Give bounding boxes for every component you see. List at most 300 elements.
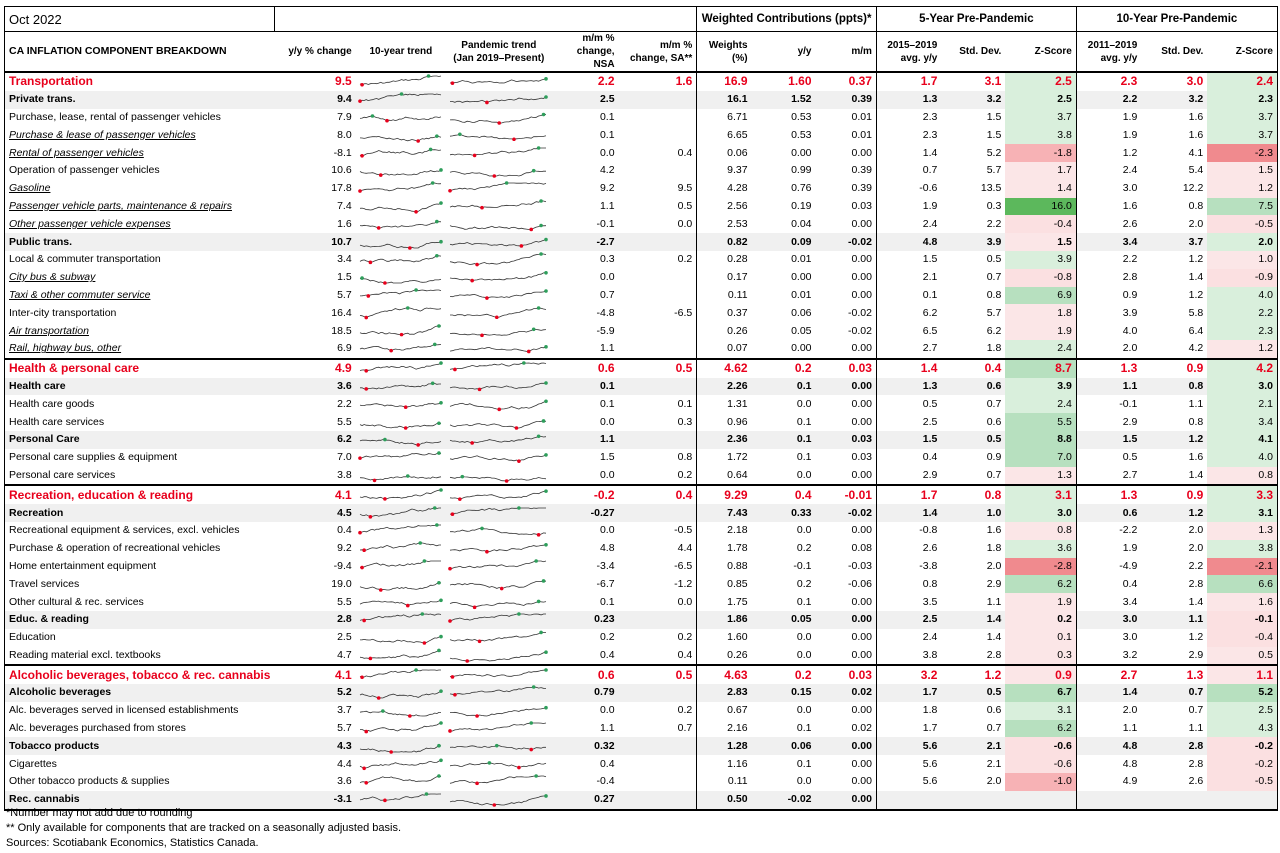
spark-high-marker: [532, 327, 536, 331]
s5-cell: 1.0: [941, 504, 1005, 522]
spark-high-marker: [437, 324, 441, 328]
s10-cell: 0.8: [1141, 378, 1207, 396]
z5-cell: 1.5: [1005, 233, 1076, 251]
wyy-cell: 0.00: [791, 271, 812, 284]
spark-high-marker: [495, 744, 499, 748]
spark-high-marker: [437, 744, 441, 748]
wmm-cell: 0.39: [816, 91, 877, 109]
z10-cell: -0.1: [1207, 611, 1277, 629]
yy-cell: 19.0: [331, 577, 352, 590]
mm-sa-cell: 9.5: [677, 182, 693, 195]
pandemic-trend-sparkline: [446, 180, 552, 198]
yy-cell: 6.2: [275, 431, 356, 449]
s10-cell: 1.4: [1188, 271, 1204, 284]
spark-high-marker: [420, 612, 424, 616]
wmm-cell: 0.00: [851, 524, 872, 537]
mm-sa-cell: 0.1: [677, 397, 693, 410]
component-name: Health care services: [5, 413, 275, 431]
yy-cell: 2.2: [337, 397, 352, 410]
w-cell: 6.65: [697, 126, 752, 144]
w-cell: 16.9: [697, 72, 752, 91]
s10-cell: 3.0: [1141, 72, 1207, 91]
w-cell: 9.29: [697, 485, 752, 504]
spark-high-marker: [532, 686, 536, 690]
spark-high-marker: [544, 77, 548, 81]
spark-low-marker: [399, 332, 403, 336]
spark-low-marker: [368, 515, 372, 519]
a5-cell: 1.8: [876, 702, 941, 720]
mm-sa-cell: 0.2: [677, 468, 693, 481]
z10-cell: 1.3: [1207, 522, 1277, 540]
z10-cell: -0.5: [1207, 773, 1277, 791]
spark-high-marker: [435, 134, 439, 138]
w-cell: 0.06: [697, 144, 752, 162]
spark-low-marker: [448, 189, 452, 193]
a10-cell: 1.1: [1076, 378, 1141, 396]
spark-low-marker: [453, 368, 457, 372]
z10-cell: 2.1: [1207, 395, 1277, 413]
spark-high-marker: [544, 345, 548, 349]
spark-high-marker: [532, 169, 536, 173]
spark-high-marker: [435, 220, 439, 224]
spark-high-marker: [439, 635, 443, 639]
spark-low-marker: [470, 279, 474, 283]
pandemic-trend-sparkline: [446, 755, 552, 773]
component-name: City bus & subway: [5, 269, 275, 287]
mm-nsa-cell: -4.8: [596, 306, 615, 319]
s10-cell: 0.8: [1188, 199, 1204, 212]
a10-cell: 4.8: [1076, 737, 1141, 755]
mm-nsa-cell: 0.0: [599, 146, 615, 159]
wmm-cell: 0.00: [816, 611, 877, 629]
mm-nsa-cell: -6.7: [596, 577, 615, 590]
column-header-row: [5, 32, 1278, 73]
spark-low-marker: [448, 729, 452, 733]
yy-cell: 1.6: [337, 217, 352, 230]
a10-cell: 1.6: [1076, 198, 1141, 216]
mm-sa-cell: [619, 737, 697, 755]
a10-cell: -4.9: [1076, 558, 1141, 576]
spark-low-marker: [500, 586, 504, 590]
component-name: Recreational equipment & services, excl. vehicles: [5, 522, 275, 540]
spark-high-marker: [424, 792, 428, 796]
mm-sa-cell: 4.4: [677, 542, 693, 555]
spark-low-marker: [497, 407, 501, 411]
z10-cell: 2.4: [1207, 72, 1277, 91]
spark-low-marker: [364, 730, 368, 734]
spark-low-marker: [389, 750, 393, 754]
wmm-cell: 0.00: [851, 397, 872, 410]
spark-high-marker: [439, 721, 443, 725]
yy-cell: 4.9: [275, 359, 356, 378]
spark-low-marker: [512, 137, 516, 141]
mm-sa-cell: 0.4: [677, 146, 693, 159]
pandemic-trend-sparkline: [446, 322, 552, 340]
z5-cell: 3.9: [1005, 378, 1076, 396]
component-name: Transportation: [5, 72, 275, 91]
spark-low-marker: [364, 781, 368, 785]
mm-sa-cell: 0.5: [619, 665, 697, 684]
yy-cell: 7.4: [337, 199, 352, 212]
ten-year-trend-sparkline: [356, 431, 446, 449]
mm-nsa-cell: 0.1: [599, 110, 615, 123]
mm-sa-cell: [619, 233, 697, 251]
spark-high-marker: [537, 435, 541, 439]
z10-cell: 4.3: [1207, 720, 1277, 738]
mm-sa-cell: [619, 755, 697, 773]
z10-cell: 1.2: [1207, 180, 1277, 198]
mm-sa-cell: [619, 269, 697, 287]
component-name: Other cultural & rec. services: [5, 593, 275, 611]
col-component: CA INFLATION COMPONENT BREAKDOWN: [5, 32, 275, 73]
z5-cell: 6.2: [1005, 575, 1076, 593]
spark-high-marker: [439, 758, 443, 762]
ten-year-trend-sparkline: [356, 215, 446, 233]
wyy-cell: 0.19: [791, 199, 812, 212]
spark-low-marker: [470, 441, 474, 445]
spark-high-marker: [534, 775, 538, 779]
a10-cell: 2.2: [1076, 251, 1141, 269]
spark-low-marker: [493, 803, 497, 807]
spark-low-marker: [480, 333, 484, 337]
component-name: Public trans.: [5, 233, 275, 251]
s5-cell: 1.5: [986, 110, 1002, 123]
pandemic-trend-sparkline: [446, 684, 552, 702]
spark-low-marker: [451, 82, 455, 86]
table-row: [5, 109, 1278, 127]
table-row: [5, 593, 1278, 611]
component-name: Alcoholic beverages, tobacco & rec. cannabis: [5, 665, 275, 684]
component-name: Rental of passenger vehicles: [5, 144, 275, 162]
yy-cell: -3.1: [275, 791, 356, 810]
s5-cell: 0.9: [986, 451, 1002, 464]
inflation-table: [4, 6, 1278, 811]
z5-cell: -0.8: [1005, 269, 1076, 287]
mm-nsa-cell: 1.1: [599, 722, 615, 735]
pandemic-trend-sparkline: [446, 647, 552, 666]
component-name: Personal Care: [5, 431, 275, 449]
z10-cell: [1207, 791, 1277, 810]
spark-low-marker: [364, 369, 368, 373]
a5-cell: 6.5: [876, 322, 941, 340]
a10-cell: 3.9: [1076, 304, 1141, 322]
s5-cell: 13.5: [980, 182, 1002, 195]
col-mm-nsa: m/m % change, NSA: [552, 32, 619, 73]
z5-cell: [1005, 791, 1076, 810]
ten-year-trend-sparkline: [356, 340, 446, 359]
w-cell: 16.1: [697, 91, 752, 109]
component-name: Other passenger vehicle expenses: [5, 215, 275, 233]
s5-cell: 0.7: [986, 271, 1002, 284]
mm-nsa-cell: 0.0: [599, 704, 615, 717]
wyy-cell: 0.53: [791, 110, 812, 123]
ten-year-trend-sparkline: [356, 251, 446, 269]
spark-low-marker: [475, 263, 479, 267]
spark-low-marker: [485, 550, 489, 554]
spark-high-marker: [542, 113, 546, 117]
s5-cell: 3.1: [941, 72, 1005, 91]
wmm-cell: 0.08: [851, 542, 872, 555]
ten-year-trend-sparkline: [356, 91, 446, 109]
pandemic-trend-sparkline: [446, 593, 552, 611]
spark-high-marker: [437, 421, 441, 425]
mm-nsa-cell: 0.0: [599, 524, 615, 537]
mm-sa-cell: [619, 162, 697, 180]
subcategory-row: [5, 378, 1278, 396]
mm-sa-cell: -6.5: [674, 559, 693, 572]
spark-high-marker: [433, 343, 437, 347]
spark-low-marker: [458, 497, 462, 501]
w-cell: 4.62: [697, 359, 752, 378]
table-row: [5, 702, 1278, 720]
s5-cell: 6.2: [986, 324, 1002, 337]
s5-cell: 1.1: [986, 595, 1002, 608]
yy-cell: 5.5: [337, 415, 352, 428]
w-cell: 1.75: [697, 593, 752, 611]
spark-high-marker: [381, 709, 385, 713]
z5-cell: 1.8: [1005, 304, 1076, 322]
s10-cell: 2.8: [1141, 737, 1207, 755]
spark-high-marker: [370, 114, 374, 118]
a10-cell: 2.0: [1076, 340, 1141, 359]
ten-year-trend-sparkline: [356, 485, 446, 504]
s5-cell: 0.7: [986, 468, 1002, 481]
component-name: Alc. beverages served in licensed establishments: [5, 702, 275, 720]
s10-cell: 1.6: [1188, 128, 1204, 141]
spark-low-marker: [475, 782, 479, 786]
z5-cell: 2.4: [1005, 340, 1076, 359]
z10-cell: 2.0: [1207, 233, 1277, 251]
z5-cell: -0.4: [1005, 215, 1076, 233]
table-row: [5, 144, 1278, 162]
ten-year-trend-sparkline: [356, 322, 446, 340]
z10-cell: 3.7: [1207, 109, 1277, 127]
pandemic-trend-sparkline: [446, 91, 552, 109]
a10-cell: 4.9: [1076, 773, 1141, 791]
mm-sa-cell: 0.4: [677, 648, 693, 661]
spark-high-marker: [544, 237, 548, 241]
subcategory-row: [5, 504, 1278, 522]
pandemic-trend-sparkline: [446, 522, 552, 540]
wyy-cell: 1.52: [752, 91, 816, 109]
yy-cell: 4.1: [275, 485, 356, 504]
s10-cell: 1.4: [1188, 468, 1204, 481]
component-name: Taxi & other commuter service: [5, 287, 275, 305]
z10-cell: -0.5: [1207, 215, 1277, 233]
table-row: [5, 467, 1278, 486]
z10-cell: 4.1: [1207, 431, 1277, 449]
spark-low-marker: [408, 714, 412, 718]
pandemic-trend-sparkline: [446, 72, 552, 91]
pandemic-trend-sparkline: [446, 558, 552, 576]
ten-year-trend-sparkline: [356, 540, 446, 558]
yy-cell: 3.7: [337, 704, 352, 717]
component-name: Purchase & operation of recreational vehicles: [5, 540, 275, 558]
mm-nsa-cell: 0.4: [599, 648, 615, 661]
spark-high-marker: [542, 419, 546, 423]
wyy-cell: 0.00: [791, 342, 812, 355]
table-row: [5, 647, 1278, 666]
pandemic-trend-sparkline: [446, 665, 552, 684]
pandemic-trend-sparkline: [446, 287, 552, 305]
subcategory-row: [5, 737, 1278, 755]
s10-cell: 2.9: [1188, 648, 1204, 661]
group-header-five-year: 5-Year Pre-Pandemic: [876, 7, 1076, 32]
spark-high-marker: [439, 690, 443, 694]
mm-sa-cell: 0.2: [677, 253, 693, 266]
a10-cell: 2.4: [1076, 162, 1141, 180]
spark-low-marker: [358, 531, 362, 535]
yy-cell: 7.9: [337, 110, 352, 123]
wmm-cell: 0.03: [851, 199, 872, 212]
ten-year-trend-sparkline: [356, 755, 446, 773]
s10-cell: [1141, 791, 1207, 810]
z10-cell: -2.3: [1207, 144, 1277, 162]
s10-cell: 4.2: [1188, 342, 1204, 355]
spark-high-marker: [544, 650, 548, 654]
wmm-cell: 0.00: [851, 775, 872, 788]
z5-cell: -0.6: [1005, 755, 1076, 773]
yy-cell: 10.6: [331, 164, 352, 177]
wmm-cell: -0.01: [816, 485, 877, 504]
mm-nsa-cell: -0.4: [596, 775, 615, 788]
component-name: Purchase, lease, rental of passenger vehicles: [5, 109, 275, 127]
col-trend10: 10-year trend: [356, 32, 446, 73]
mm-nsa-cell: 0.0: [599, 415, 615, 428]
col-avg10: 2011–2019 avg. y/y: [1076, 32, 1141, 73]
mm-sa-cell: 0.4: [619, 485, 697, 504]
mm-nsa-cell: 0.0: [599, 468, 615, 481]
spark-high-marker: [458, 132, 462, 136]
s5-cell: 0.7: [986, 397, 1002, 410]
mm-nsa-cell: 0.1: [599, 397, 615, 410]
table-row: [5, 413, 1278, 431]
z10-cell: 1.0: [1207, 251, 1277, 269]
component-name: Personal care services: [5, 467, 275, 486]
z5-cell: 3.8: [1005, 126, 1076, 144]
wyy-cell: 0.4: [752, 485, 816, 504]
a5-cell: 4.8: [876, 233, 941, 251]
mm-nsa-cell: 0.7: [599, 288, 615, 301]
a5-cell: -3.8: [876, 558, 941, 576]
z10-cell: 3.3: [1207, 485, 1277, 504]
a10-cell: 1.3: [1076, 485, 1141, 504]
spark-low-marker: [529, 227, 533, 231]
ten-year-trend-sparkline: [356, 198, 446, 216]
s5-cell: 2.0: [986, 559, 1002, 572]
w-cell: 4.63: [697, 665, 752, 684]
spark-low-marker: [372, 479, 376, 483]
spark-high-marker: [539, 631, 543, 635]
wmm-cell: -0.02: [847, 306, 872, 319]
spark-low-marker: [404, 405, 408, 409]
w-cell: 1.60: [697, 629, 752, 647]
yy-cell: 9.2: [337, 542, 352, 555]
wmm-cell: 0.00: [851, 631, 872, 644]
a5-cell: 1.3: [876, 378, 941, 396]
ten-year-trend-sparkline: [356, 629, 446, 647]
pandemic-trend-sparkline: [446, 215, 552, 233]
wyy-cell: 0.0: [796, 704, 812, 717]
mm-sa-cell: [619, 504, 697, 522]
mm-nsa-cell: 1.1: [599, 342, 615, 355]
spark-high-marker: [539, 199, 543, 203]
mm-nsa-cell: 2.2: [552, 72, 619, 91]
w-cell: 1.72: [697, 449, 752, 467]
yy-cell: 5.7: [337, 722, 352, 735]
spark-low-marker: [475, 714, 479, 718]
mm-sa-cell: [619, 684, 697, 702]
s5-cell: 5.2: [986, 146, 1002, 159]
spark-high-marker: [542, 579, 546, 583]
pandemic-trend-sparkline: [446, 504, 552, 522]
pandemic-trend-sparkline: [446, 467, 552, 486]
wmm-cell: 0.00: [851, 415, 872, 428]
spark-low-marker: [505, 479, 509, 483]
spark-high-marker: [544, 668, 548, 672]
s5-cell: 0.5: [941, 431, 1005, 449]
z10-cell: 3.1: [1207, 504, 1277, 522]
a10-cell: 1.3: [1076, 359, 1141, 378]
s5-cell: 0.7: [986, 722, 1002, 735]
a5-cell: 2.4: [876, 215, 941, 233]
a10-cell: 1.9: [1076, 540, 1141, 558]
pandemic-trend-sparkline: [446, 359, 552, 378]
a5-cell: 2.4: [876, 629, 941, 647]
wyy-cell: 0.05: [791, 324, 812, 337]
mm-sa-cell: [619, 126, 697, 144]
table-row: [5, 575, 1278, 593]
w-cell: 0.07: [697, 340, 752, 359]
mm-nsa-cell: 0.79: [552, 684, 619, 702]
yy-cell: -9.4: [333, 559, 352, 572]
table-row: [5, 755, 1278, 773]
category-row: [5, 485, 1278, 504]
spark-low-marker: [360, 675, 364, 679]
mm-nsa-cell: 0.23: [552, 611, 619, 629]
component-name: Gasoline: [5, 180, 275, 198]
spark-low-marker: [377, 226, 381, 230]
group-header-row: [5, 7, 1278, 32]
pandemic-trend-sparkline: [446, 198, 552, 216]
z5-cell: 3.1: [1005, 485, 1076, 504]
s10-cell: 0.9: [1141, 359, 1207, 378]
footnote-rounding: *Number may not add due to rounding: [6, 807, 193, 819]
ten-year-trend-sparkline: [356, 467, 446, 486]
pandemic-trend-sparkline: [446, 233, 552, 251]
s10-cell: 1.1: [1188, 397, 1204, 410]
spark-low-marker: [383, 497, 387, 501]
wmm-cell: 0.03: [816, 431, 877, 449]
col-avg5: 2015–2019 avg. y/y: [876, 32, 941, 73]
spark-high-marker: [505, 181, 509, 185]
ten-year-trend-sparkline: [356, 611, 446, 629]
z5-cell: 2.5: [1005, 72, 1076, 91]
spark-high-marker: [544, 794, 548, 798]
spark-high-marker: [439, 201, 443, 205]
mm-sa-cell: 0.2: [677, 631, 693, 644]
wmm-cell: 0.03: [816, 359, 877, 378]
mm-nsa-cell: -5.9: [596, 324, 615, 337]
s10-cell: 0.7: [1141, 684, 1207, 702]
wyy-cell: -0.1: [793, 559, 812, 572]
mm-sa-cell: 1.6: [619, 72, 697, 91]
mm-sa-cell: [619, 91, 697, 109]
wyy-cell: 0.0: [796, 397, 812, 410]
ten-year-trend-sparkline: [356, 558, 446, 576]
yy-cell: 1.5: [337, 271, 352, 284]
wmm-cell: -0.02: [816, 504, 877, 522]
